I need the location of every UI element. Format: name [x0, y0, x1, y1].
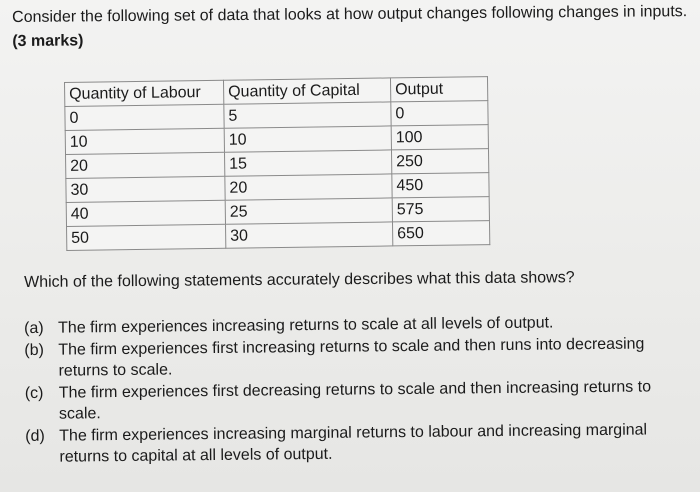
option-letter: (d)	[25, 427, 45, 445]
question-body: Consider the following set of data that looks at how output changes following changes in inputs.	[12, 3, 688, 26]
cell-capital: 15	[224, 150, 391, 176]
header-output: Output	[390, 77, 487, 102]
table-row	[67, 221, 490, 251]
option-c	[25, 375, 697, 425]
option-text: The firm experiences first increasing returns to scale and then runs into decreasing returns to scale.	[58, 335, 645, 380]
cell-labour: 30	[66, 176, 225, 202]
cell-capital: 10	[224, 126, 391, 152]
cell-labour: 10	[65, 128, 224, 154]
cell-output: 575	[392, 197, 489, 222]
cell-labour: 40	[66, 200, 225, 226]
cell-labour: 0	[65, 104, 224, 130]
marks-label: (3 marks)	[12, 32, 84, 50]
header-capital: Quantity of Capital	[223, 78, 390, 104]
header-labour: Quantity of Labour	[65, 80, 224, 106]
option-letter: (b)	[24, 341, 44, 359]
question-text	[12, 0, 696, 54]
data-table	[64, 76, 490, 251]
option-d	[25, 418, 697, 468]
answer-options	[24, 311, 698, 469]
option-text: The firm experiences increasing marginal returns to labour and increasing marginal returns to capital at all levels of output.	[59, 420, 648, 466]
cell-capital: 25	[225, 198, 392, 224]
cell-capital: 20	[225, 174, 392, 200]
cell-output: 250	[391, 149, 488, 174]
cell-output: 650	[392, 221, 489, 246]
cell-output: 0	[391, 101, 488, 126]
cell-output: 450	[392, 173, 489, 198]
cell-labour: 50	[67, 224, 226, 250]
option-letter: (a)	[24, 319, 44, 337]
option-letter: (c)	[24, 384, 44, 402]
option-text: The firm experiences first decreasing returns to scale and then increasing returns to scale.	[58, 377, 652, 423]
cell-output: 100	[391, 125, 488, 150]
cell-labour: 20	[66, 152, 225, 178]
prompt-text: Which of the following statements accurately describes what this data shows?	[24, 269, 575, 291]
cell-capital: 5	[224, 102, 391, 128]
cell-capital: 30	[226, 222, 393, 248]
option-text: The firm experiences increasing returns to scale at all levels of output.	[58, 314, 554, 337]
option-b	[24, 332, 696, 382]
